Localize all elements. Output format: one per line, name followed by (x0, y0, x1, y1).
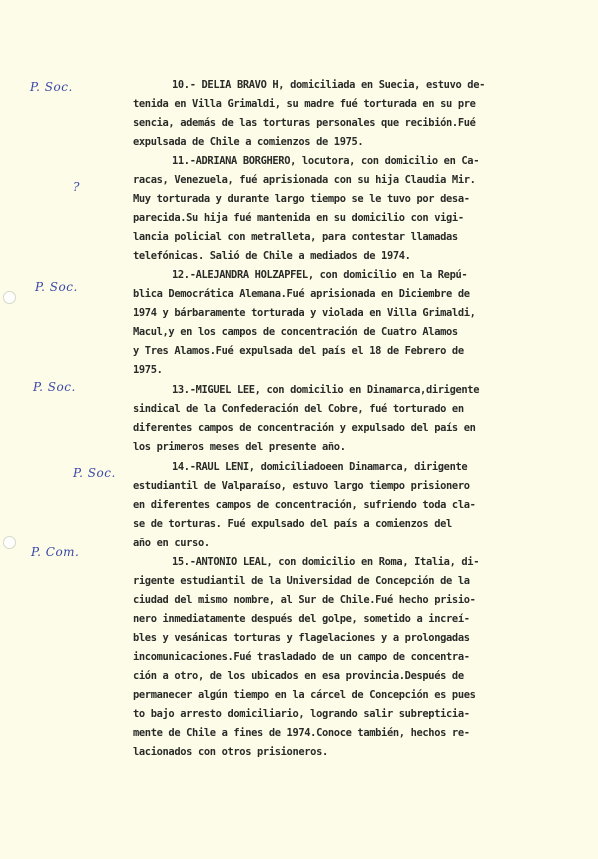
text-line: Muy torturada y durante largo tiempo se le tuvo por desa- (133, 193, 470, 205)
text-line: 10.- DELIA BRAVO H, domiciliada en Suecia, estuvo de- (172, 79, 486, 91)
text-line: telefónicas. Salió de Chile a mediados de 1974. (133, 250, 411, 262)
text-line: tenida en Villa Grimaldi, su madre fué torturada en su pre (133, 98, 476, 110)
text-line: blica Democrática Alemana.Fué aprisionada en Diciembre de (133, 288, 470, 300)
text-line: 1974 y bárbaramente torturada y violada en Villa Grimaldi, (133, 307, 476, 319)
text-line: 15.-ANTONIO LEAL, con domicilio en Roma, Italia, di- (172, 556, 480, 568)
text-line: permanecer algún tiempo en la cárcel de Concepción es pues (133, 689, 476, 701)
text-line: racas, Venezuela, fué aprisionada con su hija Claudia Mir. (133, 174, 476, 186)
text-line: diferentes campos de concentración y expulsado del país en (133, 422, 476, 434)
text-line: mente de Chile a fines de 1974.Conoce también, hechos re- (133, 727, 470, 739)
margin-note: P. Soc. (35, 280, 78, 294)
text-line: estudiantil de Valparaíso, estuvo largo tiempo prisionero (133, 480, 470, 492)
text-line: 11.-ADRIANA BORGHERO, locutora, con domicilio en Ca- (172, 155, 480, 167)
margin-note: P. Soc. (73, 466, 116, 480)
text-line: 12.-ALEJANDRA HOLZAPFEL, con domicilio en la Repú- (172, 269, 468, 281)
margin-note: P. Soc. (33, 380, 76, 394)
text-line: lacionados con otros prisioneros. (133, 746, 328, 758)
text-line: se de torturas. Fué expulsado del país a comienzos del (133, 518, 452, 530)
text-line: sencia, además de las torturas personales que recibión.Fué (133, 117, 476, 129)
text-line: lancia policial con metralleta, para contestar llamadas (133, 231, 458, 243)
text-line: Macul,y en los campos de concentración de Cuatro Alamos (133, 326, 458, 338)
text-line: y Tres Alamos.Fué expulsada del país el 18 de Febrero de (133, 345, 464, 357)
text-line: sindical de la Confederación del Cobre, fué torturado en (133, 403, 464, 415)
margin-note: P. Com. (31, 545, 80, 559)
margin-note: ? (73, 180, 80, 194)
text-line: año en curso. (133, 537, 210, 549)
text-line: bles y vesánicas torturas y flagelaciones y a prolongadas (133, 632, 470, 644)
text-line: en diferentes campos de concentración, sufriendo toda cla- (133, 499, 476, 511)
text-line: ciudad del mismo nombre, al Sur de Chile.Fué hecho prisio- (133, 594, 476, 606)
text-line: parecida.Su hija fué mantenida en su domicilio con vigi- (133, 212, 464, 224)
text-line: 14.-RAUL LENI, domiciliadoeen Dinamarca, dirigente (172, 461, 468, 473)
text-line: ción a otro, de los ubicados en esa provincia.Después de (133, 670, 464, 682)
text-line: los primeros meses del presente año. (133, 441, 346, 453)
text-line: to bajo arresto domiciliario, logrando salir subrepticia- (133, 708, 470, 720)
text-line: nero inmediatamente después del golpe, sometido a increí- (133, 613, 470, 625)
text-line: 1975. (133, 364, 163, 376)
text-line: 13.-MIGUEL LEE, con domicilio en Dinamarca,dirigente (172, 384, 480, 396)
text-line: incomunicaciones.Fué trasladado de un campo de concentra- (133, 651, 470, 663)
text-line: expulsada de Chile a comienzos de 1975. (133, 136, 364, 148)
margin-note: P. Soc. (30, 80, 73, 94)
text-line: rigente estudiantil de la Universidad de Concepción de la (133, 575, 470, 587)
